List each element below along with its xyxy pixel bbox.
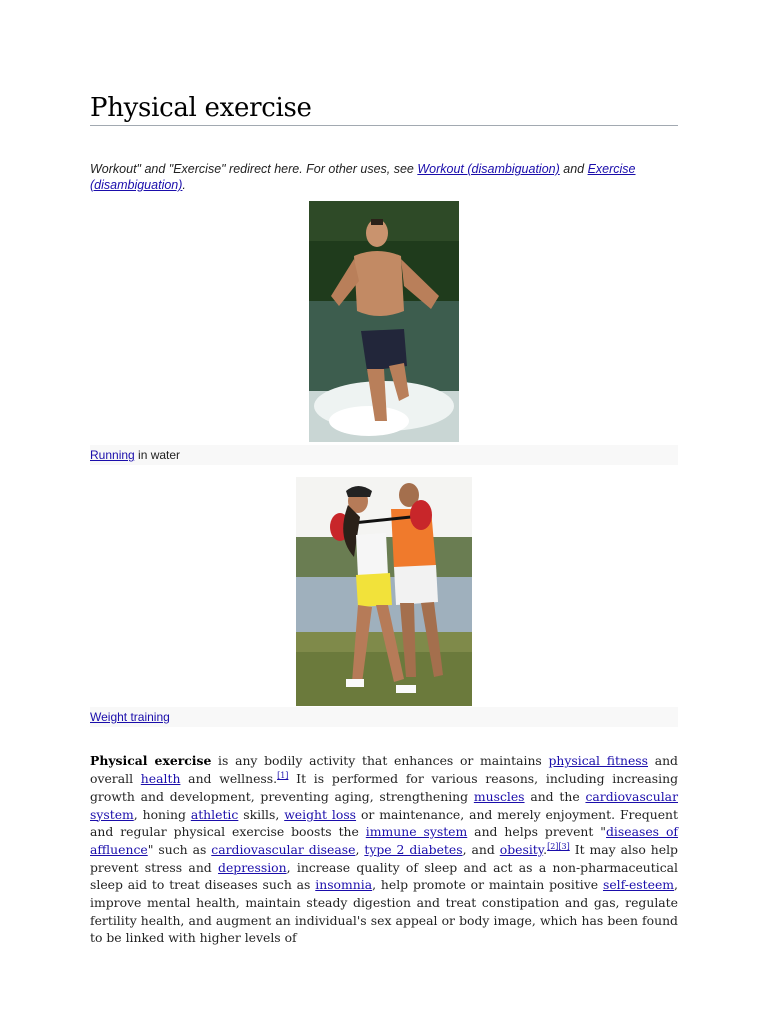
cardiovascular-disease-link[interactable]: cardiovascular disease bbox=[211, 841, 356, 857]
health-link[interactable]: health bbox=[140, 771, 181, 787]
muscles-link[interactable]: muscles bbox=[473, 788, 525, 804]
title-divider bbox=[90, 125, 678, 126]
self-esteem-link[interactable]: self-esteem bbox=[602, 877, 675, 893]
obesity-link[interactable]: obesity bbox=[499, 841, 544, 857]
weight-training-link[interactable]: Weight training bbox=[90, 710, 170, 724]
text-span: is any bodily activity that enhances or maintains bbox=[211, 753, 549, 769]
running-link[interactable]: Running bbox=[90, 448, 135, 462]
depression-link[interactable]: depression bbox=[218, 859, 287, 875]
term-bold: Physical exercise bbox=[90, 753, 212, 769]
page-title: Physical exercise bbox=[90, 93, 312, 123]
diseases-of-affluence-link[interactable]: diseases of affluence bbox=[90, 824, 678, 857]
reference-1-link[interactable]: [1] bbox=[277, 770, 289, 780]
hatnote-prefix: Workout" and "Exercise" redirect here. For other uses, see bbox=[90, 162, 418, 176]
text-span: skills, bbox=[238, 806, 285, 822]
text-span: and overall bbox=[90, 753, 678, 787]
figure-caption-2 bbox=[90, 707, 678, 727]
figure-caption-1 bbox=[90, 445, 678, 465]
athletic-link[interactable]: athletic bbox=[190, 806, 239, 822]
immune-system-link[interactable]: immune system bbox=[365, 824, 468, 840]
hatnote bbox=[90, 161, 678, 193]
text-span: and wellness. bbox=[180, 771, 278, 787]
insomnia-link[interactable]: insomnia bbox=[315, 877, 373, 893]
running-in-water-image bbox=[309, 201, 459, 442]
text-span: . bbox=[543, 841, 548, 857]
text-span: " such as bbox=[147, 841, 212, 857]
text-span: , bbox=[355, 841, 365, 857]
text-span: , improve mental health, maintain steady digestion and treat constipation and gas, regulate fertility health, and augment an individual's sex appeal or body image, which has been found to be linked with higher levels of bbox=[90, 877, 678, 946]
caption-text: in water bbox=[134, 448, 181, 462]
physical-fitness-link[interactable]: physical fitness bbox=[548, 753, 648, 769]
reference-2-3-link[interactable]: [2][3] bbox=[547, 841, 570, 851]
text-span: It may also help prevent stress and bbox=[90, 841, 678, 875]
text-span: , honing bbox=[133, 806, 191, 822]
text-span: It is performed for various reasons, including increasing growth and development, preventing aging, strengthening bbox=[90, 771, 679, 804]
weight-loss-link[interactable]: weight loss bbox=[284, 806, 357, 822]
hatnote-suffix: . bbox=[182, 178, 186, 192]
intro-paragraph bbox=[90, 752, 678, 947]
exercise-disambiguation-link[interactable]: Exercise (disambiguation) bbox=[90, 162, 636, 192]
text-span: or maintenance, and merely enjoyment. Frequent and regular physical exercise boosts the bbox=[90, 806, 679, 840]
text-span: , and bbox=[462, 841, 500, 857]
text-span: and the bbox=[524, 788, 586, 804]
text-span: , help promote or maintain positive bbox=[372, 877, 603, 893]
text-span: and helps prevent " bbox=[467, 824, 606, 840]
workout-disambiguation-link[interactable]: Workout (disambiguation) bbox=[417, 162, 560, 176]
weight-training-image bbox=[296, 477, 472, 706]
cardiovascular-system-link[interactable]: cardiovascular system bbox=[90, 788, 678, 822]
hatnote-middle: and bbox=[559, 162, 588, 176]
text-span: , increase quality of sleep and act as a non-pharmaceutical sleep aid to treat diseases such as bbox=[90, 859, 678, 893]
type-2-diabetes-link[interactable]: type 2 diabetes bbox=[364, 841, 463, 857]
